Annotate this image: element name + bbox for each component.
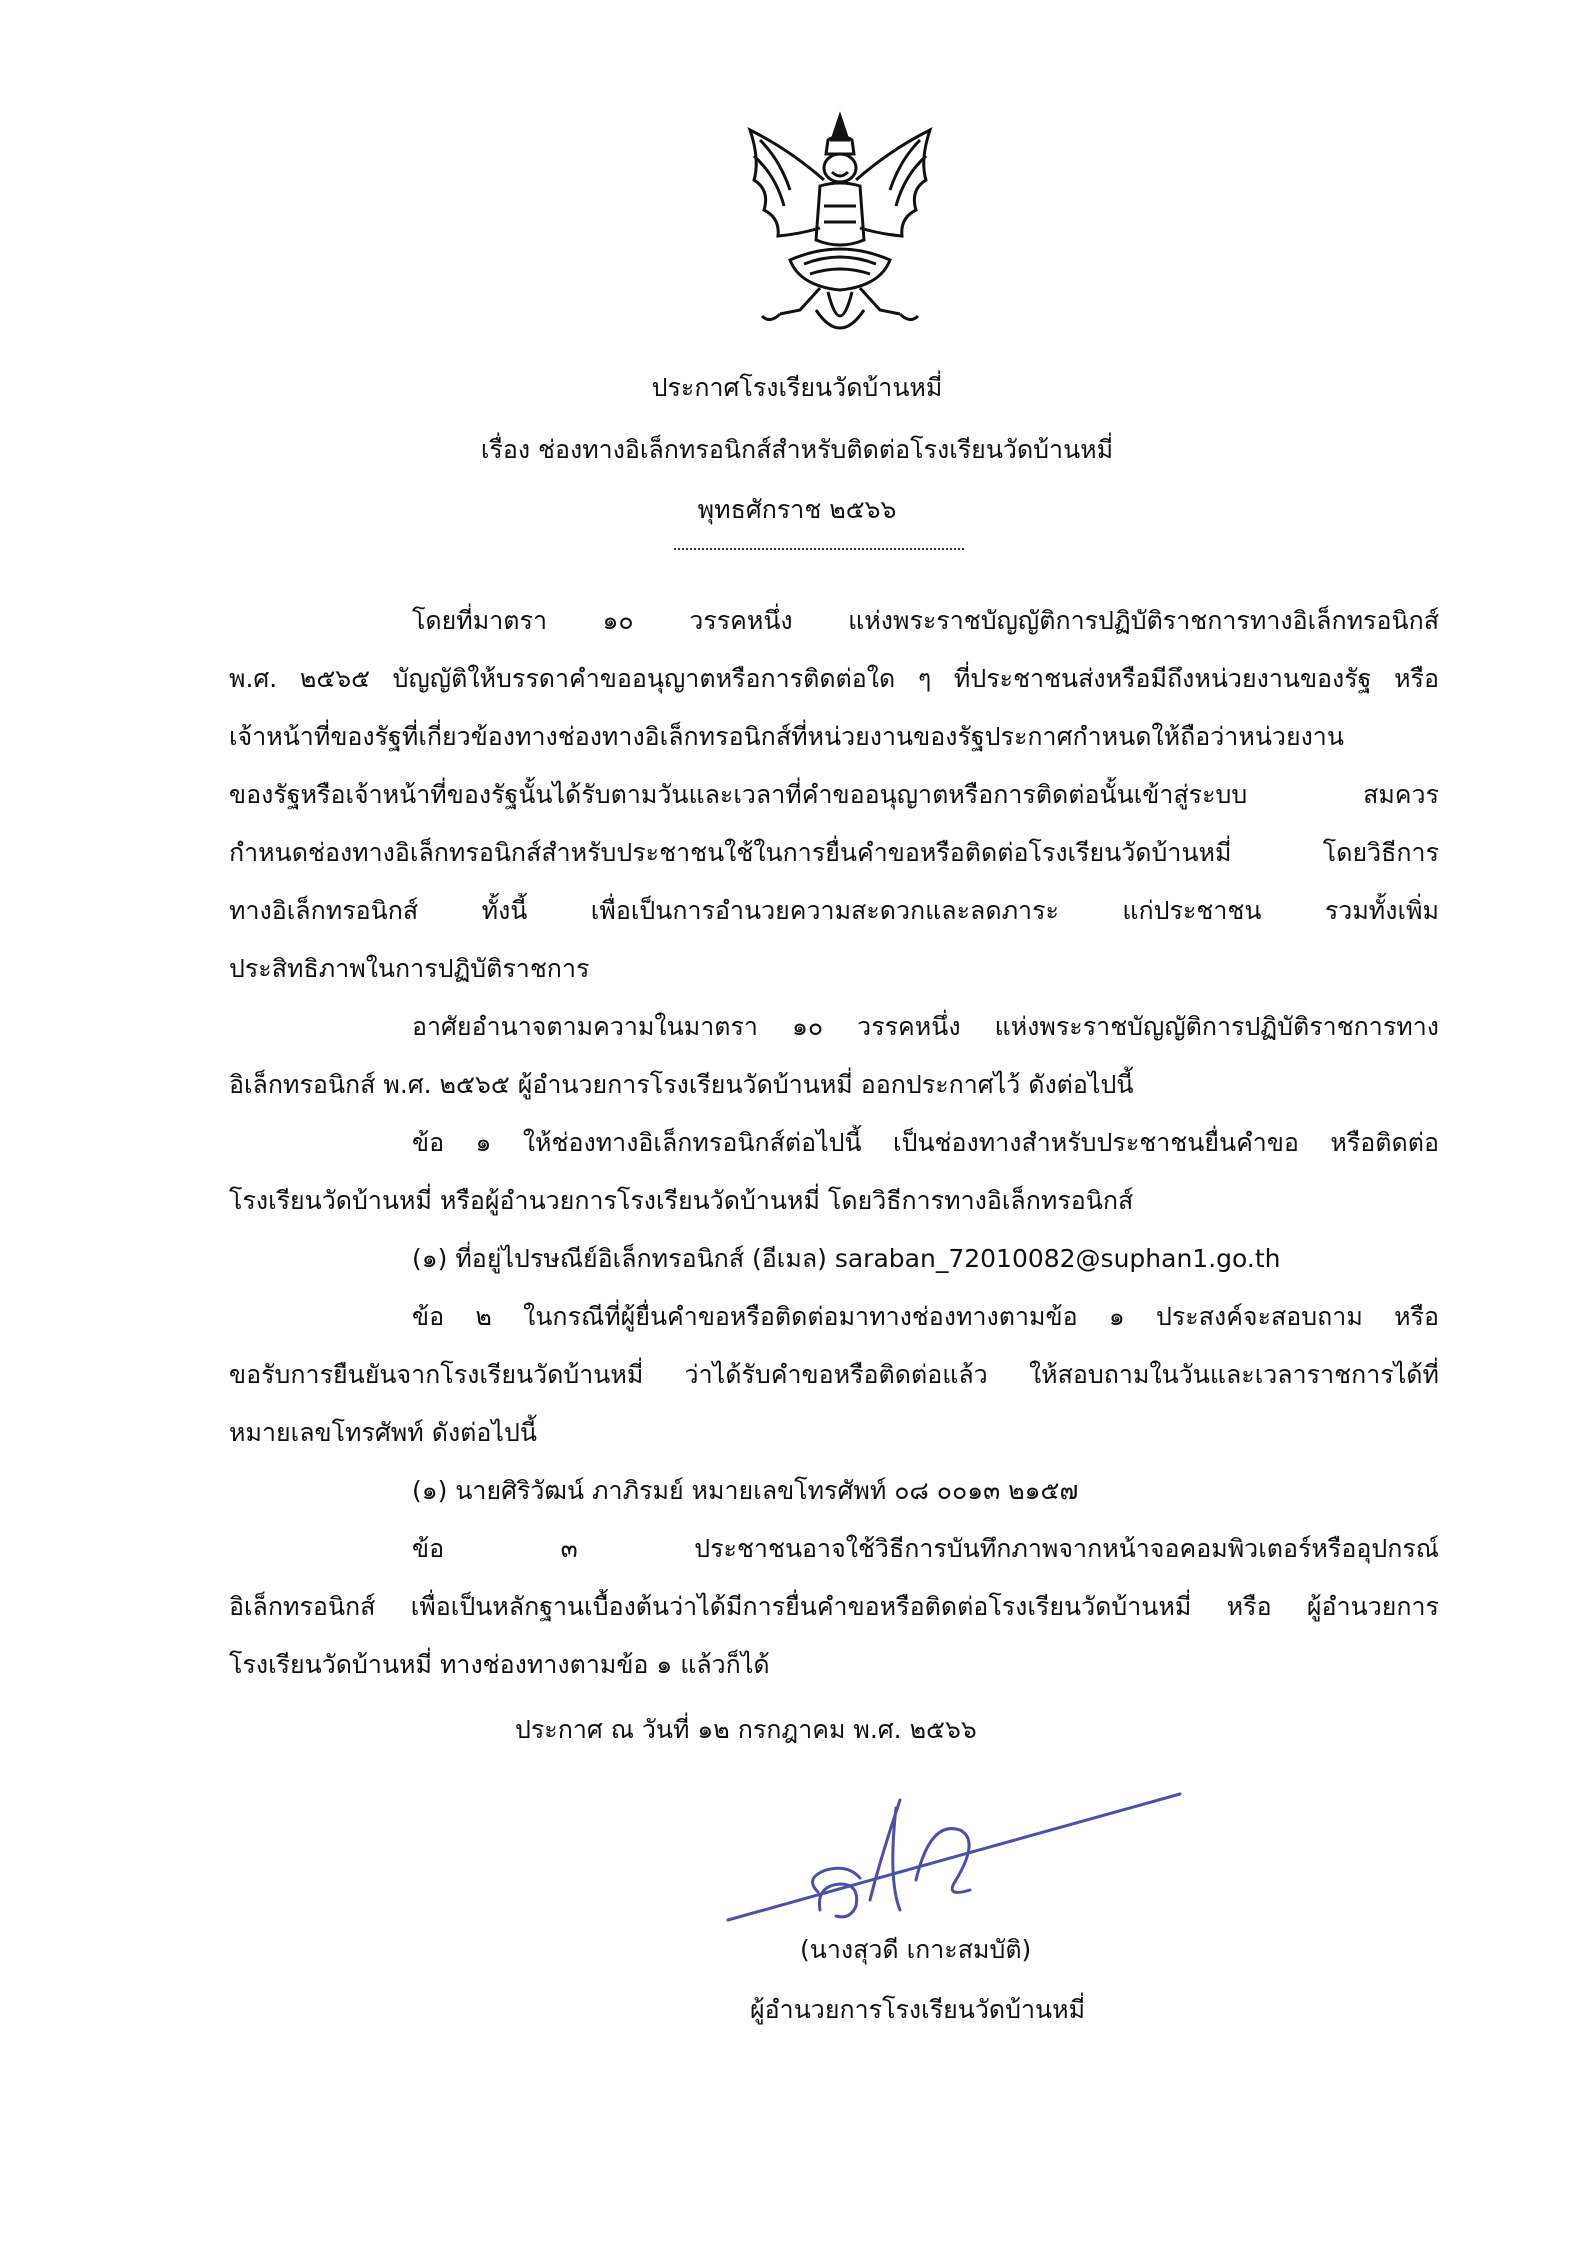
clause-3-line-1: ข้อ ๓ ประชาชนอาจใช้วิธีการบันทึกภาพจากหน้าจอคอมพิวเตอร์หรืออุปกรณ์ — [412, 1534, 1439, 1563]
clause-2-line-3: หมายเลขโทรศัพท์ ดังต่อไปนี้ — [229, 1418, 537, 1447]
paragraph-1-line-6: ทางอิเล็กทรอนิกส์ ทั้งนี้ เพื่อเป็นการอำนวยความสะดวกและลดภาระ แก่ประชาชน รวมทั้งเพิ่ม — [229, 896, 1439, 925]
handwritten-signature — [720, 1760, 1200, 1960]
clause-2-line-1: ข้อ ๒ ในกรณีที่ผู้ยื่นคำขอหรือติดต่อมาทางช่องทางตามข้อ ๑ ประสงค์จะสอบถาม หรือ — [412, 1302, 1439, 1331]
paragraph-1-line-5: กำหนดช่องทางอิเล็กทรอนิกส์สำหรับประชาชนใช้ในการยื่นคำขอหรือติดต่อโรงเรียนวัดบ้านหมี่ โดยวิธีการ — [229, 838, 1439, 867]
paragraph-1-line-2: พ.ศ. ๒๕๖๕ บัญญัติให้บรรดาคำขออนุญาตหรือการติดต่อใด ๆ ที่ประชาชนส่งหรือมีถึงหน่วยงานของรัฐ หรือ — [229, 664, 1439, 693]
garuda-emblem-icon — [720, 110, 960, 350]
clause-1-line-2: โรงเรียนวัดบ้านหมี่ หรือผู้อำนวยการโรงเรียนวัดบ้านหมี่ โดยวิธีการทางอิเล็กทรอนิกส์ — [229, 1186, 1134, 1215]
signer-name: (นางสุวดี เกาะสมบัติ) — [800, 1935, 1032, 1964]
document-subject: เรื่อง ช่องทางอิเล็กทรอนิกส์สำหรับติดต่อโรงเรียนวัดบ้านหมี่ — [480, 435, 1114, 464]
paragraph-2-line-1: อาศัยอำนาจตามความในมาตรา ๑๐ วรรคหนึ่ง แห่งพระราชบัญญัติการปฏิบัติราชการทาง — [412, 1012, 1439, 1041]
announcement-date: ประกาศ ณ วันที่ ๑๒ กรกฎาคม พ.ศ. ๒๕๖๖ — [515, 1715, 977, 1744]
document-title: ประกาศโรงเรียนวัดบ้านหมี่ — [651, 373, 943, 402]
paragraph-2-line-2: อิเล็กทรอนิกส์ พ.ศ. ๒๕๖๕ ผู้อำนวยการโรงเรียนวัดบ้านหมี่ ออกประกาศไว้ ดังต่อไปนี้ — [229, 1070, 1134, 1099]
signer-position: ผู้อำนวยการโรงเรียนวัดบ้านหมี่ — [750, 1995, 1086, 2024]
clause-3-line-3: โรงเรียนวัดบ้านหมี่ ทางช่องทางตามข้อ ๑ แล้วก็ได้ — [229, 1650, 770, 1679]
paragraph-1-line-7: ประสิทธิภาพในการปฏิบัติราชการ — [229, 954, 590, 983]
header-separator — [674, 548, 964, 550]
paragraph-1-line-1: โดยที่มาตรา ๑๐ วรรคหนึ่ง แห่งพระราชบัญญัติการปฏิบัติราชการทางอิเล็กทรอนิกส์ — [412, 606, 1439, 635]
phone-contact-item: (๑) นายศิริวัฒน์ ภาภิรมย์ หมายเลขโทรศัพท์ ๐๘ ๐๐๑๓ ๒๑๕๗ — [412, 1476, 1079, 1505]
clause-3-line-2: อิเล็กทรอนิกส์ เพื่อเป็นหลักฐานเบื้องต้นว่าได้มีการยื่นคำขอหรือติดต่อโรงเรียนวัดบ้านหมี่ หรือ ผู้อำนวยการ — [229, 1592, 1439, 1621]
clause-2-line-2: ขอรับการยืนยันจากโรงเรียนวัดบ้านหมี่ ว่าได้รับคำขอหรือติดต่อแล้ว ให้สอบถามในวันและเวลาราชการได้ที่ — [229, 1360, 1439, 1389]
paragraph-1-line-4: ของรัฐหรือเจ้าหน้าที่ของรัฐนั้นได้รับตามวันและเวลาที่คำขออนุญาตหรือการติดต่อนั้นเข้าสู่ระบบ สมควร — [229, 780, 1439, 809]
clause-1-line-1: ข้อ ๑ ให้ช่องทางอิเล็กทรอนิกส์ต่อไปนี้ เป็นช่องทางสำหรับประชาชนยื่นคำขอ หรือติดต่อ — [412, 1128, 1439, 1157]
document-year: พุทธศักราช ๒๕๖๖ — [697, 495, 897, 524]
paragraph-1-line-3: เจ้าหน้าที่ของรัฐที่เกี่ยวข้องทางช่องทางอิเล็กทรอนิกส์ที่หน่วยงานของรัฐประกาศกำหนดให้ถือว่าหน่วยงาน — [229, 722, 1344, 751]
email-contact-item: (๑) ที่อยู่ไปรษณีย์อิเล็กทรอนิกส์ (อีเมล) saraban_72010082@suphan1.go.th — [412, 1244, 1281, 1273]
